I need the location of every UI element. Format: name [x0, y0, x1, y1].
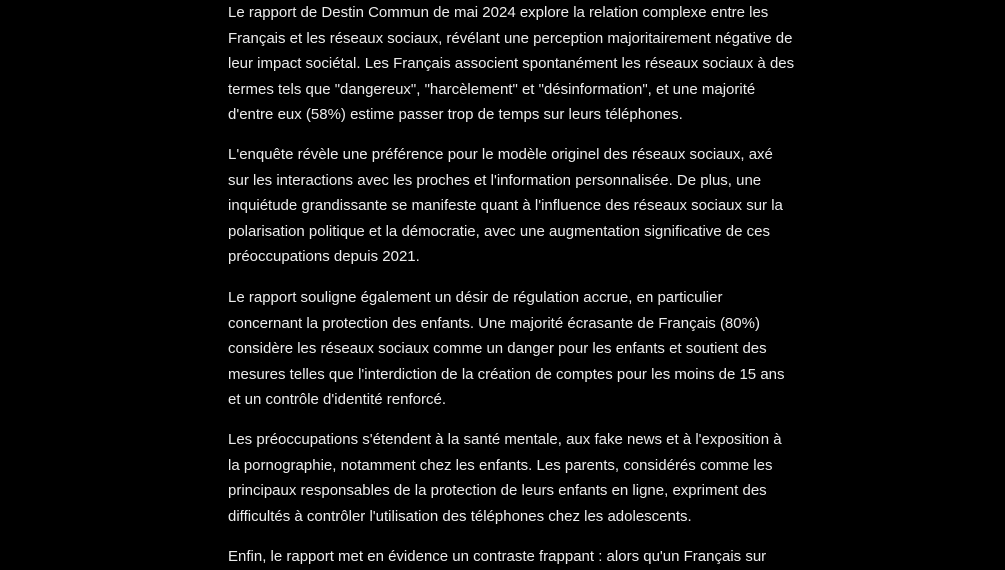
paragraph-summary: [228, 0, 794, 128]
text-line: et un contrôle d'identité renforcé.: [228, 391, 446, 408]
text-line: concernant la protection des enfants. Une majorité écrasante de Français (80%): [228, 314, 760, 332]
text-line: préoccupations depuis 2021.: [228, 248, 420, 265]
text-line: Enfin, le rapport met en évidence un contraste frappant : alors qu'un Français sur: [228, 548, 767, 565]
text-line: L'enquête révèle une préférence pour le modèle originel des réseaux sociaux, axé: [228, 146, 773, 163]
text-line: Le rapport de Destin Commun de mai 2024 explore la relation complexe entre les: [228, 4, 769, 21]
text-line: polarisation politique et la démocratie, avec une augmentation significative de ces: [228, 222, 770, 240]
text-line: Français et les réseaux sociaux, révélant une perception majoritairement négative de: [228, 29, 793, 47]
text-line: termes tels que "dangereux", "harcèlement" et "désinformation", et une majorité: [228, 80, 756, 98]
text-line: mesures telles que l'interdiction de la création de comptes pour les moins de 15 ans: [228, 365, 785, 383]
text-line: d'entre eux (58%) estime passer trop de temps sur leurs téléphones.: [228, 106, 683, 123]
paragraph-conclusion: [228, 544, 766, 570]
text-line: la pornographie, notamment chez les enfants. Les parents, considérés comme les: [228, 456, 773, 474]
paragraph-regulation: [228, 285, 785, 413]
text-line: Les préoccupations s'étendent à la santé mentale, aux fake news et à l'exposition à: [228, 431, 782, 448]
text-line: Le rapport souligne également un désir de régulation accrue, en particulier: [228, 289, 723, 306]
text-line: considère les réseaux sociaux comme un danger pour les enfants et soutient des: [228, 340, 767, 357]
text-line: sur les interactions avec les proches et l'information personnalisée. De plus, une: [228, 171, 762, 189]
text-line: difficultés à contrôler l'utilisation des téléphones chez les adolescents.: [228, 507, 692, 525]
text-line: principaux responsables de la protection de leurs enfants en ligne, expriment des: [228, 482, 767, 499]
paragraph-preferences: [228, 142, 783, 270]
paragraph-concerns: [228, 427, 782, 529]
text-line: leur impact sociétal. Les Français associent spontanément les réseaux sociaux à des: [228, 55, 795, 72]
text-line: inquiétude grandissante se manifeste quant à l'influence des réseaux sociaux sur la: [228, 197, 783, 214]
